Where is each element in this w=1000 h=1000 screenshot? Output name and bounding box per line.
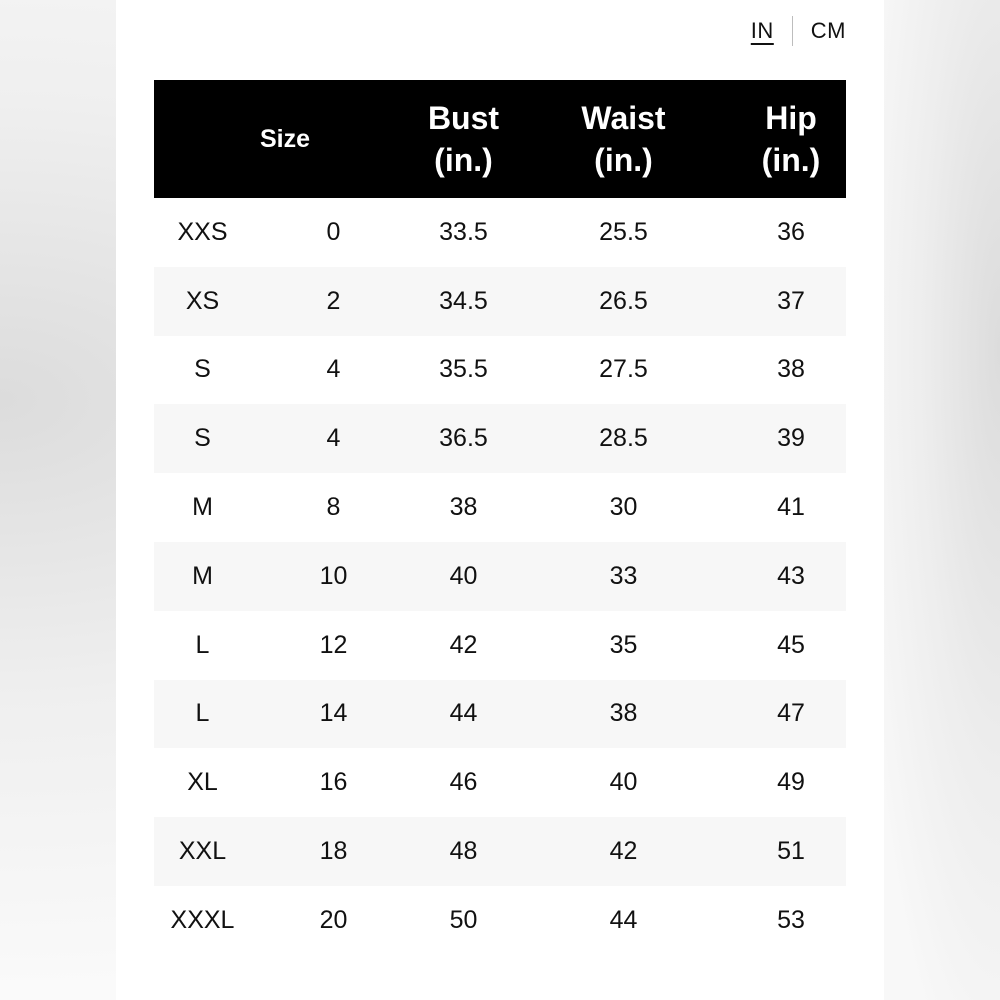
cell-waist: 33 <box>609 561 638 590</box>
unit-toggle <box>751 16 846 46</box>
table-row <box>154 886 846 955</box>
cell-number: 2 <box>326 286 341 315</box>
cell-waist: 44 <box>609 905 638 934</box>
header-row <box>154 80 846 198</box>
cell-size: M <box>192 561 213 590</box>
size-chart-table <box>154 80 846 955</box>
cell-number: 20 <box>319 905 348 934</box>
table-row <box>154 680 846 749</box>
table-row <box>154 473 846 542</box>
unit-in-button[interactable]: IN <box>750 18 774 43</box>
cell-size: S <box>194 355 211 384</box>
cell-bust: 34.5 <box>439 286 488 315</box>
table-row <box>154 611 846 680</box>
cell-waist: 28.5 <box>599 424 648 453</box>
size-chart-panel <box>116 0 884 1000</box>
cell-bust: 42 <box>449 630 478 659</box>
unit-cm-button[interactable]: CM <box>810 18 846 43</box>
cell-bust: 36.5 <box>439 424 488 453</box>
cell-number: 8 <box>326 493 341 522</box>
table-row <box>154 817 846 886</box>
cell-number: 16 <box>319 768 348 797</box>
header-bust-unit: (in.) <box>434 142 493 178</box>
table-row <box>154 748 846 817</box>
background-right <box>880 0 1000 1000</box>
cell-hip: 47 <box>777 699 805 728</box>
header-hip <box>736 80 846 198</box>
cell-number: 10 <box>319 561 348 590</box>
cell-hip: 49 <box>777 768 805 797</box>
table-row <box>154 267 846 336</box>
cell-waist: 38 <box>609 699 638 728</box>
cell-bust: 38 <box>449 493 478 522</box>
cell-hip: 51 <box>777 837 805 866</box>
cell-size: XXXL <box>170 905 235 934</box>
cell-waist: 30 <box>609 493 638 522</box>
cell-bust: 46 <box>449 768 478 797</box>
cell-size: XS <box>185 286 220 315</box>
header-waist-label: Waist <box>581 100 666 136</box>
header-bust-label: Bust <box>427 100 500 136</box>
cell-size: XXS <box>177 217 228 246</box>
cell-hip: 39 <box>777 424 805 453</box>
cell-hip: 53 <box>777 905 805 934</box>
table-row <box>154 542 846 611</box>
cell-hip: 38 <box>777 355 805 384</box>
cell-bust: 33.5 <box>439 217 488 246</box>
cell-number: 18 <box>319 837 348 866</box>
unit-divider <box>792 16 793 46</box>
cell-waist: 26.5 <box>599 286 648 315</box>
cell-size: XL <box>187 768 218 797</box>
cell-bust: 44 <box>449 699 478 728</box>
table-header <box>154 80 846 198</box>
cell-hip: 36 <box>777 217 805 246</box>
cell-hip: 41 <box>777 493 805 522</box>
cell-waist: 27.5 <box>599 355 648 384</box>
cell-waist: 25.5 <box>599 217 648 246</box>
header-waist-unit: (in.) <box>594 142 653 178</box>
cell-hip: 37 <box>777 286 805 315</box>
cell-number: 4 <box>326 424 341 453</box>
cell-waist: 42 <box>609 837 638 866</box>
table-row <box>154 336 846 405</box>
cell-bust: 48 <box>449 837 478 866</box>
header-bust <box>416 80 511 198</box>
cell-bust: 40 <box>449 561 478 590</box>
header-hip-label: Hip <box>765 100 817 136</box>
cell-number: 14 <box>319 699 348 728</box>
cell-waist: 40 <box>609 768 638 797</box>
cell-waist: 35 <box>609 630 638 659</box>
cell-bust: 35.5 <box>439 355 488 384</box>
table-row <box>154 198 846 267</box>
cell-hip: 43 <box>777 561 805 590</box>
cell-number: 4 <box>326 355 341 384</box>
cell-number: 0 <box>326 217 341 246</box>
header-hip-unit: (in.) <box>761 142 821 178</box>
cell-number: 12 <box>319 630 348 659</box>
table-body <box>154 198 846 955</box>
cell-size: L <box>195 699 210 728</box>
cell-bust: 50 <box>449 905 478 934</box>
cell-size: XXL <box>178 837 227 866</box>
cell-size: L <box>195 630 210 659</box>
header-waist <box>511 80 736 198</box>
cell-hip: 45 <box>777 630 805 659</box>
cell-size: S <box>194 424 211 453</box>
header-size: Size <box>259 124 311 153</box>
cell-size: M <box>192 493 213 522</box>
table-row <box>154 404 846 473</box>
